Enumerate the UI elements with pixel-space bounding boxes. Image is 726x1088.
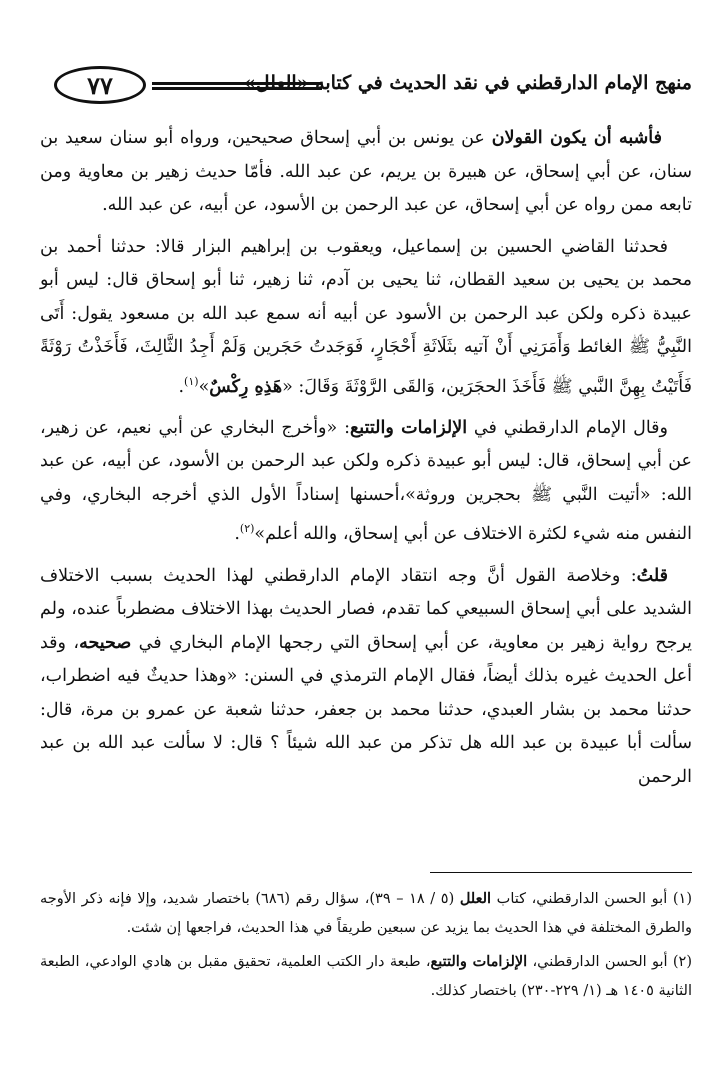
paragraph-3-pre: وقال الإمام الدارقطني في bbox=[467, 417, 668, 438]
paragraph-4-sahih: صحيحه bbox=[79, 632, 132, 653]
paragraph-2-quote: هَذِهِ رِكْسٌ bbox=[209, 376, 283, 397]
paragraph-4-text: : وخلاصة القول أنَّ وجه انتقاد الإمام الدارقطني لهذا الحديث بسبب الاختلاف الشديد على أبي إسحاق السبيعي كما تقدم، فصار الحديث بهذا الاختلاف مضطرباً عنده، ولم يرجح رواية زهير بن معاوية، عن أبي إسحاق التي رجحها الإمام البخاري في bbox=[40, 565, 692, 653]
paragraph-2: فحدثنا القاضي الحسين بن إسماعيل، ويعقوب بن إبراهيم البزار قالا: حدثنا أحمد بن محمد بن يحيى بن سعيد القطان، ثنا يحيى بن آدم، ثنا زهير، ثنا أبو إسحاق قال: ليس أبو عبيدة ذكره ولكن عبد الرحمن بن الأسود عن أبيه أنه سمع عبد الله بن مسعود يقول: أَتَى النَّبِيُّ ﷺ الغائط وَأَمَرَنِي أَنْ آتيه بثَلَاثَةِ أَحْجَارٍ، فَوَجَدتُ حَجَرين وَلَمْ أَجِدُ الثَّالِثَ، فَأَخَذْتُ رَوْثَةً فَأَتَيْتُ بِهِنَّ النَّبي ﷺ فَأَخَذَ الحجَرَين، وَالقَى الرَّوْثَةَ وَقَالَ: «هَذِهِ رِكْسٌ»$^{(١)}$. bbox=[40, 236, 692, 397]
paragraph-3-book: الإلزامات والتتبع bbox=[349, 417, 468, 438]
paragraph-4-lead: قلتُ bbox=[636, 565, 668, 586]
footnote-ref-1: (١) bbox=[184, 374, 199, 388]
paragraph-1-lead: فأشبه أن يكون القولان bbox=[491, 128, 662, 148]
paragraph-2-text: فحدثنا القاضي الحسين بن إسماعيل، ويعقوب بن إبراهيم البزار قالا: حدثنا أحمد بن محمد بن يحيى بن سعيد القطان، ثنا يحيى بن آدم، ثنا زهير، ثنا أبو إسحاق قال: ليس أبو عبيدة ذكره ولكن عبد الرحمن بن الأسود عن أبيه أنه سمع عبد الله بن مسعود يقول: أَتَى النَّبِيُّ ﷺ الغائط وَأَمَرَنِي أَنْ آتيه بثَلَاثَةِ أَحْجَارٍ، فَوَجَدتُ حَجَرين وَلَمْ أَجِدُ الثَّالِثَ، فَأَخَذْتُ رَوْثَةً فَأَتَيْتُ بِهِنَّ النَّبي ﷺ فَأَخَذَ الحجَرَين، وَالقَى الرَّوْثَةَ وَقَالَ: « bbox=[40, 236, 692, 397]
paragraph-3: وقال الإمام الدارقطني في الإلزامات والتتبع: «وأخرج البخاري عن أبي نعيم، عن زهير، عن أبي إسحاق، قال: ليس أبو عبيدة ذكره ولكن عبد الرحمن بن الأسود، عن أبيه، عن عبد الله: «أتيت النَّبي ﷺ بحجرين وروثة»،أحسنها إسناداً الأول الذي أخرجه البخاري، وفي النفس منه شيء لكثرة الاختلاف عن أبي إسحاق، والله أعلم»$^{(٢)}$. bbox=[40, 417, 692, 545]
footnotes bbox=[40, 884, 692, 1010]
footnote-2-text: ، طبعة دار الكتب العلمية، تحقيق مقبل بن هادي الوادعي، الطبعة الثانية ١٤٠٥ هـ (١/ ٢٢٩-٢٣٠) باختصار كذلك. bbox=[40, 954, 692, 999]
page-header bbox=[40, 60, 692, 110]
footnote-2-book: الإلزامات والتتبع bbox=[430, 953, 528, 970]
paragraph-4-text2: ، وقد أعل الحديث غيره بذلك أيضاً، فقال الإمام الترمذي في السنن: «وهذا حديثٌ فيه اضطراب، حدثنا محمد بن بشار العبدي، حدثنا محمد بن جعفر، حدثنا شعبة عن عمرو بن مرة، قال: سألت أبا عبيدة بن عبد الله هل تذكر من عبد الله شيئاً ؟ قال: لا سألت عبد الله بن عبد الرحمن bbox=[40, 632, 692, 787]
main-text bbox=[40, 122, 692, 802]
page-number: ٧٧ bbox=[54, 66, 146, 104]
footnote-1 bbox=[40, 884, 692, 943]
paragraph-4 bbox=[40, 560, 692, 795]
footnote-2-pre: أبو الحسن الدارقطني، bbox=[527, 954, 673, 970]
footnote-ref-2: (٢) bbox=[239, 522, 255, 536]
footnote-2 bbox=[40, 947, 692, 1006]
footnote-2-num: (٢) bbox=[672, 954, 692, 970]
footnote-divider bbox=[430, 872, 692, 873]
footnote-1-text: (٥ / ١٨ – ٣٩)، سؤال رقم (٦٨٦) باختصار شديد، وإلا فإنه ذكر الأوجه والطرق المختلفة في هذا الحديث بما يزيد عن سبعين طريقاً في هذا الحديث، فراجعها إن شئت. bbox=[40, 891, 692, 936]
footnote-1-book: العلل bbox=[459, 890, 492, 907]
paragraph-1 bbox=[40, 122, 692, 223]
paragraph-1-text: عن يونس بن أبي إسحاق صحيحين، ورواه أبو سنان سعيد بن سنان، عن أبي إسحاق، عن هبيرة بن يريم، عن عبد الله. فأمّا حديث زهير بن معاوية ومن تابعه ممن رواه عن أبي إسحاق، عن عبد الرحمن بن الأسود، عن أبيه، عن عبد الله. bbox=[40, 128, 692, 215]
footnote-1-num: (١) bbox=[672, 891, 692, 907]
paragraph-3-text: : «وأخرج البخاري عن أبي نعيم، عن زهير، عن أبي إسحاق، قال: ليس أبو عبيدة ذكره ولكن عبد الرحمن بن الأسود، عن أبيه، عن عبد الله: «أتيت النَّبي ﷺ بحجرين وروثة»،أحسنها إسناداً الأول الذي أخرجه البخاري، وفي النفس منه شيء لكثرة الاختلاف عن أبي إسحاق، والله أعلم» bbox=[40, 417, 692, 545]
paragraph-2-tail: » bbox=[198, 376, 210, 397]
running-title: منهج الإمام الدارقطني في نقد الحديث في كتابه «العلل» bbox=[243, 72, 692, 94]
footnote-1-pre: أبو الحسن الدارقطني، كتاب bbox=[491, 891, 673, 907]
